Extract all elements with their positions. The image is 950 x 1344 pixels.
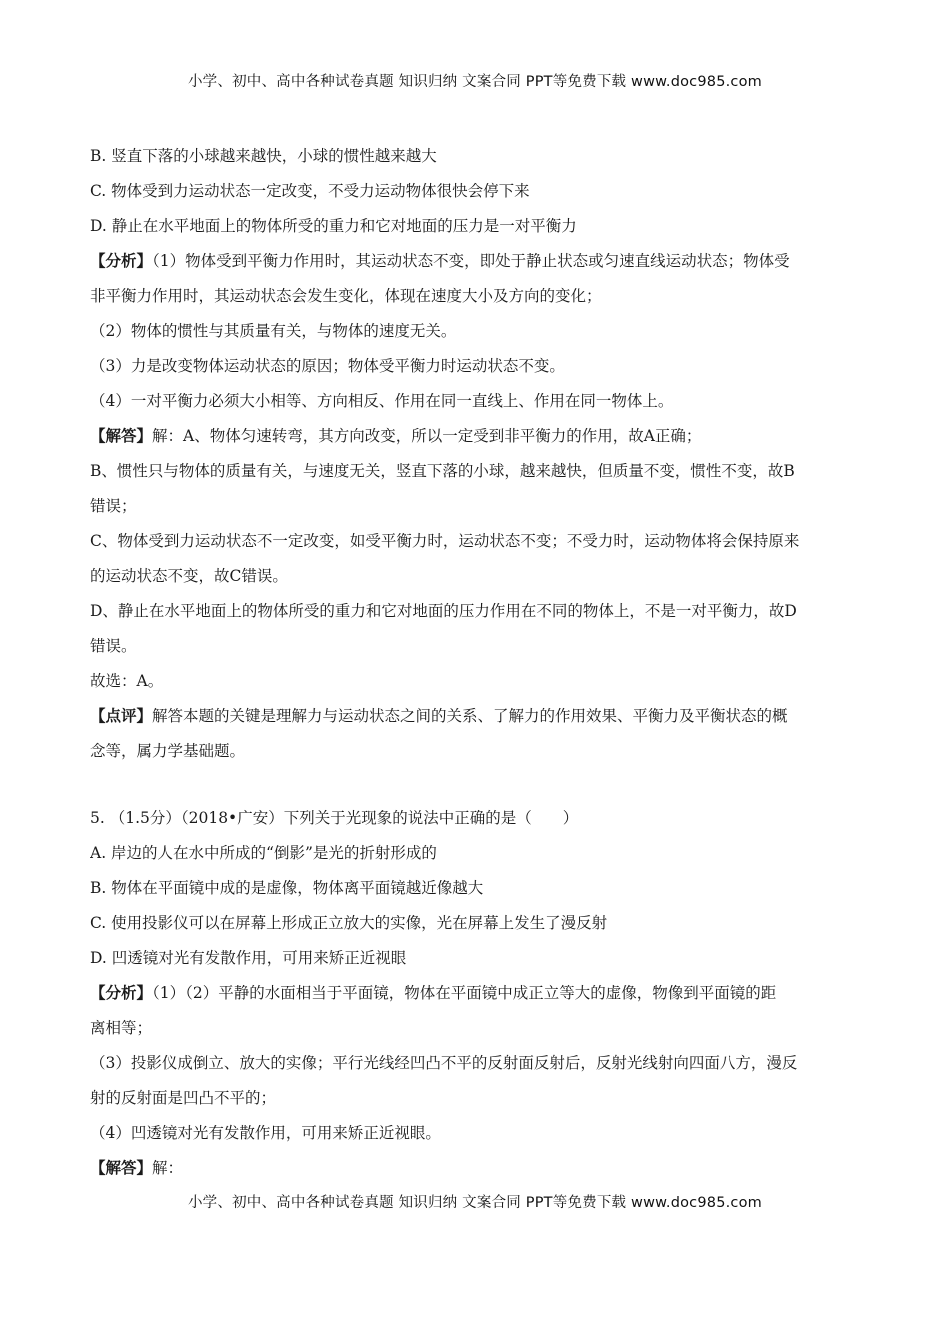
q5-analysis-line-3: （3）投影仪成倒立、放大的实像；平行光线经凹凸不平的反射面反射后，反射光线射向四面八方，漫反: [90, 1054, 798, 1072]
q4-answer-line-3: 错误；: [90, 497, 137, 515]
page-header-banner: 小学、初中、高中各种试卷真题 知识归纳 文案合同 PPT等免费下载 www.doc985.com: [187, 74, 763, 90]
comment-tag: 【点评】: [90, 706, 153, 725]
q4-option-d: D. 静止在水平地面上的物体所受的重力和它对地面的压力是一对平衡力: [90, 217, 577, 235]
q5-option-d: D. 凹透镜对光有发散作用，可用来矫正近视眼: [90, 949, 407, 967]
q4-answer-line-8: 故选：A。: [90, 672, 164, 690]
answer-tag: 【解答】: [90, 1158, 153, 1177]
section-gap: [90, 774, 862, 806]
q4-answer-line-4: C、物体受到力运动状态不一定改变，如受平衡力时，运动状态不变；不受力时，运动物体将会保持原来: [90, 532, 800, 550]
q5-analysis-line-1: [90, 981, 862, 1016]
q4-option-c: C. 物体受到力运动状态一定改变，不受力运动物体很快会停下来: [90, 182, 530, 200]
q4-answer-line-7: 错误。: [90, 637, 137, 655]
analysis-text: （1）物体受到平衡力作用时，其运动状态不变，即处于静止状态或匀速直线运动状态；物体受: [152, 252, 790, 270]
analysis-tag: 【分析】: [90, 983, 153, 1002]
q4-comment-line-2: 念等，属力学基础题。: [90, 742, 246, 760]
q5-option-a: A. 岸边的人在水中所成的“倒影”是光的折射形成的: [90, 844, 437, 862]
q5-stem: 5. （1.5分）（2018•广安）下列关于光现象的说法中正确的是（ ）: [90, 809, 579, 827]
answer-text: 解：: [152, 1159, 184, 1177]
q5-analysis-line-2: 离相等；: [90, 1019, 153, 1037]
comment-text: 解答本题的关键是理解力与运动状态之间的关系、了解力的作用效果、平衡力及平衡状态的概: [152, 707, 788, 725]
q5-option-b: B. 物体在平面镜中成的是虚像，物体离平面镜越近像越大: [90, 879, 484, 897]
page-footer-banner: 小学、初中、高中各种试卷真题 知识归纳 文案合同 PPT等免费下载 www.doc985.com: [187, 1195, 763, 1211]
analysis-text: （1）（2）平静的水面相当于平面镜，物体在平面镜中成正立等大的虚像，物像到平面镜的距: [152, 984, 777, 1002]
q5-option-c: C. 使用投影仪可以在屏幕上形成正立放大的实像，光在屏幕上发生了漫反射: [90, 914, 608, 932]
q5-answer-line-1: [90, 1156, 862, 1191]
answer-text: 解：A、物体匀速转弯，其方向改变，所以一定受到非平衡力的作用，故A正确；: [152, 427, 702, 445]
q4-answer-line-5: 的运动状态不变，故C错误。: [90, 567, 288, 585]
q4-option-b: B. 竖直下落的小球越来越快，小球的惯性越来越大: [90, 147, 437, 165]
q4-analysis-line-2: 非平衡力作用时，其运动状态会发生变化，体现在速度大小及方向的变化；: [90, 287, 602, 305]
q4-answer-line-1: [90, 424, 862, 459]
analysis-tag: 【分析】: [90, 251, 153, 270]
q4-analysis-line-1: [90, 249, 862, 284]
q4-comment-line-1: [90, 704, 862, 739]
q5-analysis-line-5: （4）凹透镜对光有发散作用，可用来矫正近视眼。: [90, 1124, 441, 1142]
document-body: [90, 144, 862, 1191]
q4-answer-line-6: D、静止在水平地面上的物体所受的重力和它对地面的压力作用在不同的物体上，不是一对平衡力，故D: [90, 602, 797, 620]
answer-tag: 【解答】: [90, 426, 153, 445]
q4-analysis-line-5: （4）一对平衡力必须大小相等、方向相反、作用在同一直线上、作用在同一物体上。: [90, 392, 674, 410]
q4-analysis-line-3: （2）物体的惯性与其质量有关，与物体的速度无关。: [90, 322, 457, 340]
q4-answer-line-2: B、惯性只与物体的质量有关，与速度无关，竖直下落的小球，越来越快，但质量不变，惯性不变，故B: [90, 462, 795, 480]
q5-analysis-line-4: 射的反射面是凹凸不平的；: [90, 1089, 277, 1107]
q4-analysis-line-4: （3）力是改变物体运动状态的原因；物体受平衡力时运动状态不变。: [90, 357, 565, 375]
